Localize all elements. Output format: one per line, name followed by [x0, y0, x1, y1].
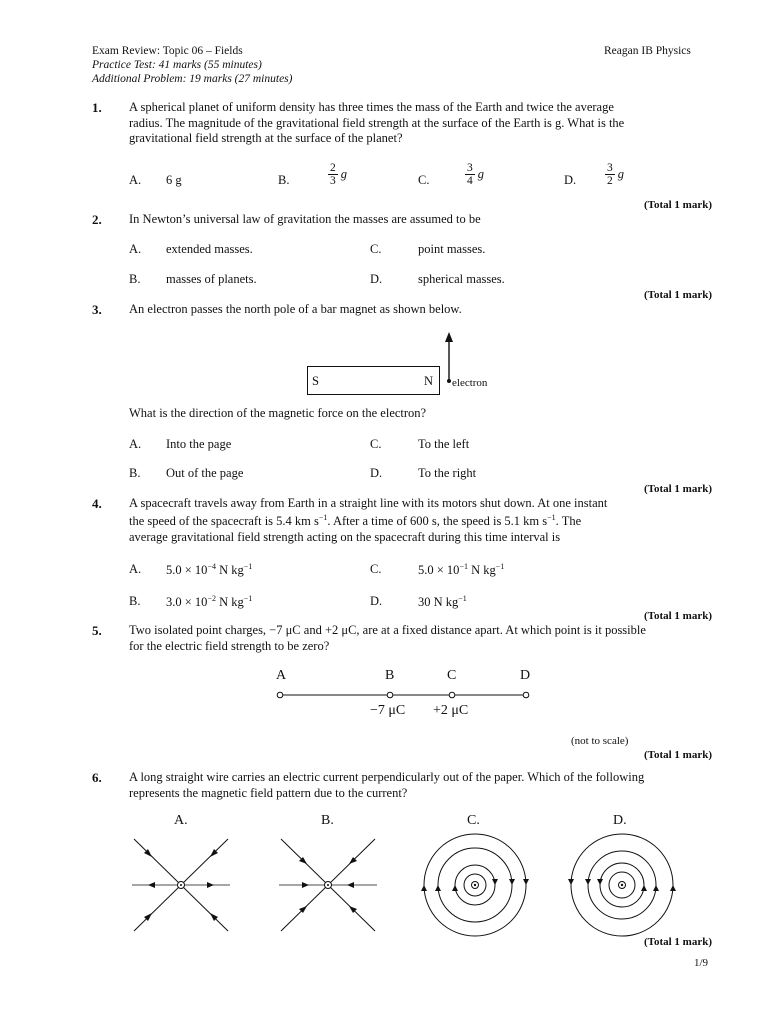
question-text: In Newton’s universal law of gravitation the masses are assumed to be — [129, 212, 481, 226]
question-number: 4. — [92, 496, 102, 511]
question-number: 5. — [92, 623, 102, 638]
point-label-b: B — [385, 668, 395, 683]
option-letter: C. — [418, 173, 430, 187]
option-b-fraction: $\frac{2}{3}$ g — [330, 162, 347, 187]
total-mark: (Total 1 mark) — [643, 199, 712, 211]
diagram-label-d: D. — [613, 813, 627, 828]
question-text-line: A spacecraft travels away from Earth in a straight line with its motors shut down. At one instant — [129, 496, 608, 510]
total-mark: (Total 1 mark) — [643, 483, 712, 495]
question-text: A spherical planet of uniform density has three times the mass of the Earth and twice the average radius. The magnitude of the gravitational field strength at the surface of the Earth is g. What is the gravitational field strength at the surface of the planet? — [129, 100, 625, 145]
option-letter: B. — [278, 173, 290, 187]
question-number: 1. — [92, 100, 102, 115]
total-mark: (Total 1 mark) — [643, 289, 712, 301]
question-text: An electron passes the north pole of a bar magnet as shown below. — [129, 302, 462, 316]
magnet-south-label: S — [312, 374, 319, 388]
electron-label: electron — [452, 377, 488, 389]
total-mark: (Total 1 mark) — [643, 936, 712, 948]
field-diagram-c — [420, 830, 530, 940]
option-letter: D. — [370, 466, 383, 480]
question-text: What is the direction of the magnetic force on the electron? — [129, 406, 427, 420]
option-letter: D. — [370, 272, 383, 286]
question-number: 2. — [92, 212, 102, 227]
question-number: 3. — [92, 302, 102, 317]
option-letter: C. — [370, 437, 382, 451]
charge-line — [274, 688, 534, 702]
diagram-label-a: A. — [174, 813, 188, 828]
option-letter: A. — [129, 562, 142, 576]
option-text: To the left — [418, 437, 470, 451]
option-d-value: 30 N $kg^{-1}$ — [418, 594, 467, 610]
option-text: To the right — [418, 466, 477, 480]
question-text-line: average gravitational field strength acting on the spacecraft during this time interval is — [129, 530, 561, 544]
question-text: Two isolated point charges, −7 μC and +2 μC, are at a fixed distance apart. At which point is it possible for the electric field strength to be zero? — [129, 623, 646, 653]
option-letter: A. — [129, 173, 142, 187]
question-text: A long straight wire carries an electric current perpendicularly out of the paper. Which of the following represents the magnetic field pattern due to the current? — [129, 770, 645, 800]
option-text: spherical masses. — [418, 272, 505, 286]
option-a-text: 6 g — [166, 173, 182, 187]
not-to-scale-note: (not to scale) — [571, 735, 629, 747]
option-c-fraction: $\frac{3}{4}$ g — [467, 162, 484, 187]
option-text: point masses. — [418, 242, 486, 256]
point-label-a: A — [276, 668, 287, 683]
diagram-label-b: B. — [321, 813, 334, 828]
document-title: Exam Review: Topic 06 – Fields — [92, 45, 243, 57]
point-b — [387, 692, 393, 698]
point-a — [277, 692, 283, 698]
option-text: masses of planets. — [166, 272, 257, 286]
option-letter: C. — [370, 562, 382, 576]
school-name: Reagan IB Physics — [604, 45, 691, 57]
magnet-north-label: N — [424, 374, 434, 388]
option-letter: A. — [129, 437, 142, 451]
page-number: 1/9 — [693, 957, 708, 969]
charge-b-label: −7 μC — [370, 703, 406, 718]
field-diagram-b — [275, 835, 381, 935]
option-text: Out of the page — [166, 466, 244, 480]
practice-test-info: Practice Test: 41 marks (55 minutes) — [92, 59, 262, 71]
question-text-line: the speed of the spacecraft is 5.4 km $s^{-1}$. After a time of 600 s, the speed is 5.1 km $s^{-1}$. The — [129, 513, 582, 529]
option-letter: D. — [370, 594, 383, 608]
option-c-value: $5.0 \times 10^{-1}$ N $kg^{-1}$ — [418, 562, 505, 578]
point-d — [523, 692, 529, 698]
total-mark: (Total 1 mark) — [643, 749, 712, 761]
option-a-value: $5.0 \times 10^{-4}$ N $kg^{-1}$ — [166, 562, 253, 578]
option-text: Into the page — [166, 437, 232, 451]
additional-problem-info: Additional Problem: 19 marks (27 minutes) — [92, 73, 293, 85]
field-diagram-a — [128, 835, 234, 935]
question-number: 6. — [92, 770, 102, 785]
point-label-d: D — [520, 668, 531, 683]
field-diagram-d — [567, 830, 677, 940]
option-d-fraction: $\frac{3}{2}$ g — [607, 162, 624, 187]
option-letter: B. — [129, 594, 141, 608]
option-letter: A. — [129, 242, 142, 256]
point-c — [449, 692, 455, 698]
option-letter: C. — [370, 242, 382, 256]
bar-magnet — [307, 366, 440, 395]
option-letter: D. — [564, 173, 577, 187]
total-mark: (Total 1 mark) — [643, 610, 712, 622]
diagram-label-c: C. — [467, 813, 480, 828]
option-letter: B. — [129, 272, 141, 286]
point-label-c: C — [447, 668, 457, 683]
option-text: extended masses. — [166, 242, 253, 256]
option-letter: B. — [129, 466, 141, 480]
option-b-value: $3.0 \times 10^{-2}$ N $kg^{-1}$ — [166, 594, 253, 610]
charge-c-label: +2 μC — [433, 703, 469, 718]
